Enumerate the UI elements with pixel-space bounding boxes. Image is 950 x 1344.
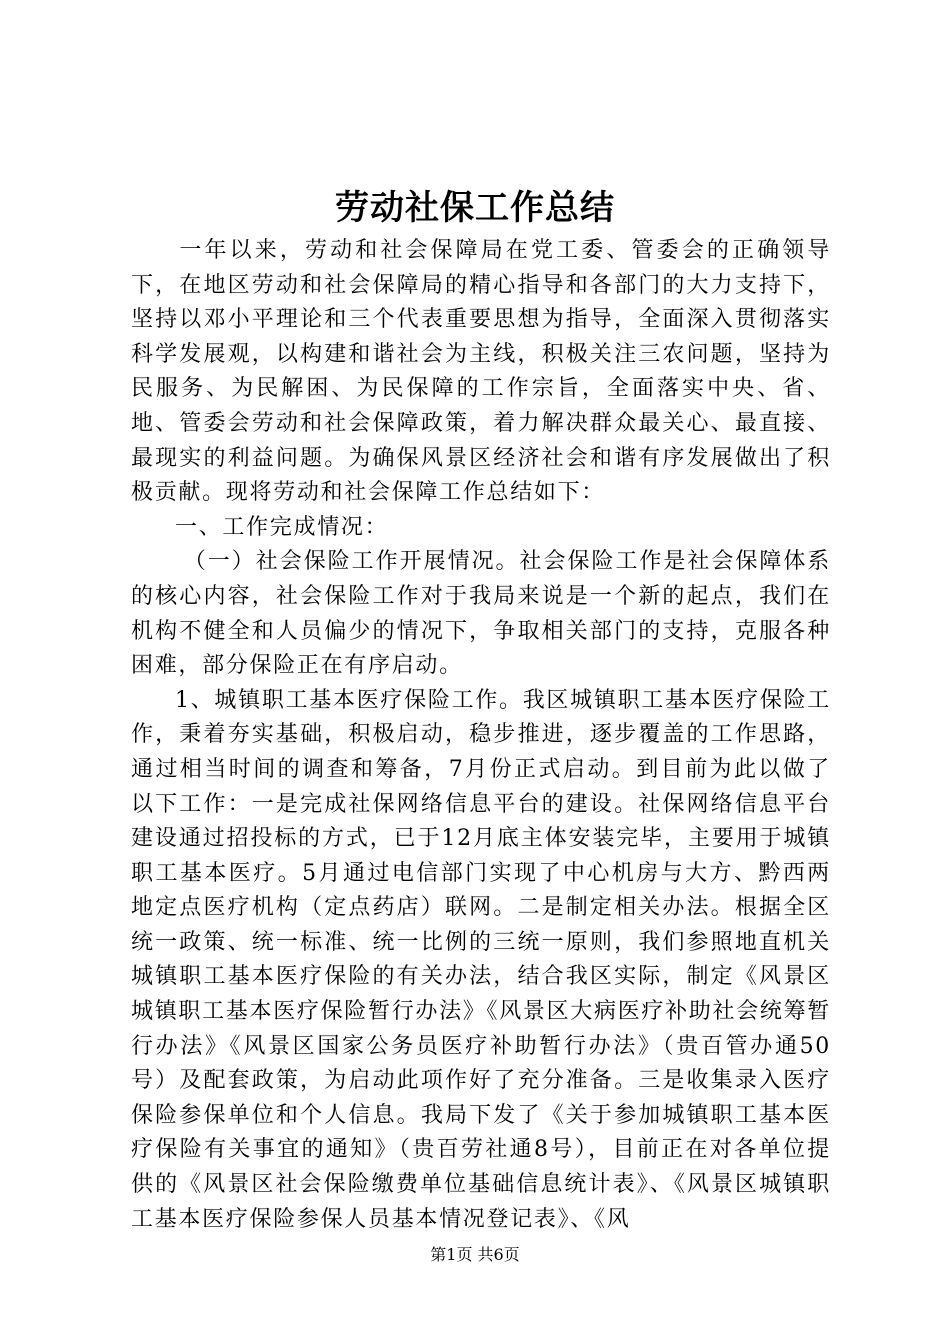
paragraph-medical-insurance: 1、城镇职工基本医疗保险工作。我区城镇职工基本医疗保险工作，秉着夯实基础，积极启动，稳步推进，逐步覆盖的工作思路，通过相当时间的调查和筹备，7月份正式启动。到目前为此以做了以下工作：一是完成社保网络信息平台的建设。社保网络信息平台建设通过招投标的方式，已于12月底主体安装完毕，主要用于城镇职工基本医疗。5月通过电信部门实现了中心机房与大方、黔西两地定点医疗机构（定点药店）联网。二是制定相关办法。根据全区统一政策、统一标准、统一比例的三统一原则，我们参照地直机关城镇职工基本医疗保险的有关办法，结合我区实际，制定《风景区城镇职工基本医疗保险暂行办法》《风景区大病医疗补助社会统筹暂行办法》《风景区国家公务员医疗补助暂行办法》（贵百管办通50号）及配套政策，为启动此项作好了充分准备。三是收集录入医疗保险参保单位和个人信息。我局下发了《关于参加城镇职工基本医疗保险有关事宜的通知》（贵百劳社通8号），目前正在对各单位提供的《风景区社会保险缴费单位基础信息统计表》、《风景区城镇职工基本医疗保险参保人员基本情况登记表》、《风 xyxy=(131,687,832,1232)
document-title: 劳动社保工作总结 xyxy=(335,188,615,228)
paragraph-intro: 一年以来，劳动和社会保障局在党工委、管委会的正确领导下，在地区劳动和社会保障局的精心指导和各部门的大力支持下，坚持以邓小平理论和三个代表重要思想为指导，全面深入贯彻落实科学发展观，以构建和谐社会为主线，积极关注三农问题，坚持为民服务、为民解困、为民保障的工作宗旨，全面落实中央、省、地、管委会劳动和社会保障政策，着力解决群众最关心、最直接、最现实的利益问题。为确保风景区经济社会和谐有序发展做出了积极贡献。现将劳动和社会保障工作总结如下： xyxy=(131,238,831,506)
page-footer: 第1页 共6页 xyxy=(430,1245,520,1264)
section-heading-work-status: 一、工作完成情况： xyxy=(175,514,389,540)
document-body xyxy=(131,234,831,1237)
paragraph-social-insurance: （一）社会保险工作开展情况。社会保险工作是社会保障体系的核心内容，社会保险工作对于我局来说是一个新的起点，我们在机构不健全和人员偏少的情况下，争取相关部门的支持，克服各种困难，部分保险正在有序启动。 xyxy=(131,549,831,679)
